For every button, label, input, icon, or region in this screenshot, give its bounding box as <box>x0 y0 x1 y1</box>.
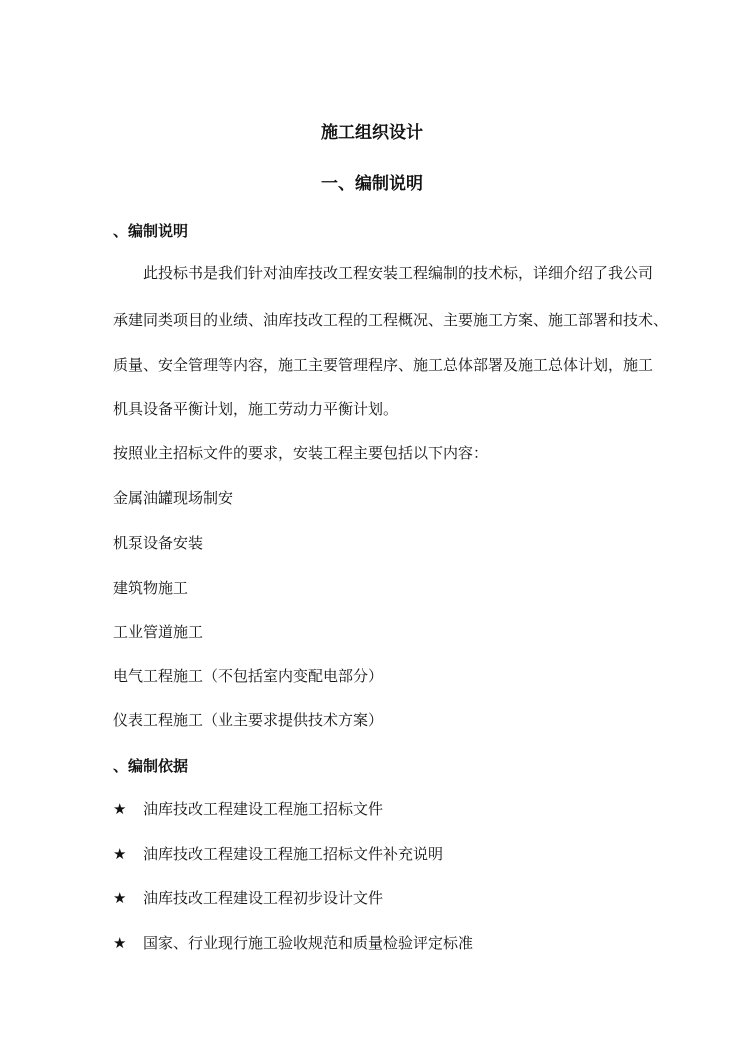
basis-item <box>113 888 383 908</box>
scope-item: 建筑物施工 <box>113 579 189 597</box>
paragraph-line: 质量、安全管理等内容，施工主要管理程序、施工总体部署及施工总体计划，施工 <box>113 356 654 374</box>
scope-item: 电气工程施工（不包括室内变配电部分） <box>113 667 384 685</box>
basis-item <box>113 844 443 864</box>
star-bullet-icon: ★ <box>113 800 127 818</box>
paragraph-line: 承建同类项目的业绩、油库技改工程的工程概况、主要施工方案、施工部署和技术、 <box>113 311 669 329</box>
section-heading: 一、编制说明 <box>321 174 423 194</box>
basis-item <box>113 933 473 953</box>
paragraph-line: 此投标书是我们针对油库技改工程安装工程编制的技术标，详细介绍了我公司 <box>143 264 654 282</box>
basis-item-text: 油库技改工程建设工程初步设计文件 <box>143 889 384 907</box>
scope-item: 仪表工程施工（业主要求提供技术方案） <box>113 711 384 729</box>
basis-item-text: 油库技改工程建设工程施工招标文件补充说明 <box>143 845 444 863</box>
star-bullet-icon: ★ <box>113 934 127 952</box>
basis-item-text: 油库技改工程建设工程施工招标文件 <box>143 800 384 818</box>
scope-item: 机泵设备安装 <box>113 534 204 552</box>
scope-item: 金属油罐现场制安 <box>113 489 234 507</box>
intro-line: 按照业主招标文件的要求，安装工程主要包括以下内容： <box>113 444 489 462</box>
subheading-compilation-notes: 、编制说明 <box>113 222 189 240</box>
basis-item <box>113 799 383 819</box>
document-title: 施工组织设计 <box>321 123 423 143</box>
star-bullet-icon: ★ <box>113 845 127 863</box>
paragraph-line: 机具设备平衡计划，施工劳动力平衡计划。 <box>113 400 399 418</box>
star-bullet-icon: ★ <box>113 889 127 907</box>
basis-item-text: 国家、行业现行施工验收规范和质量检验评定标准 <box>143 934 474 952</box>
subheading-compilation-basis: 、编制依据 <box>113 757 189 775</box>
scope-item: 工业管道施工 <box>113 623 204 641</box>
